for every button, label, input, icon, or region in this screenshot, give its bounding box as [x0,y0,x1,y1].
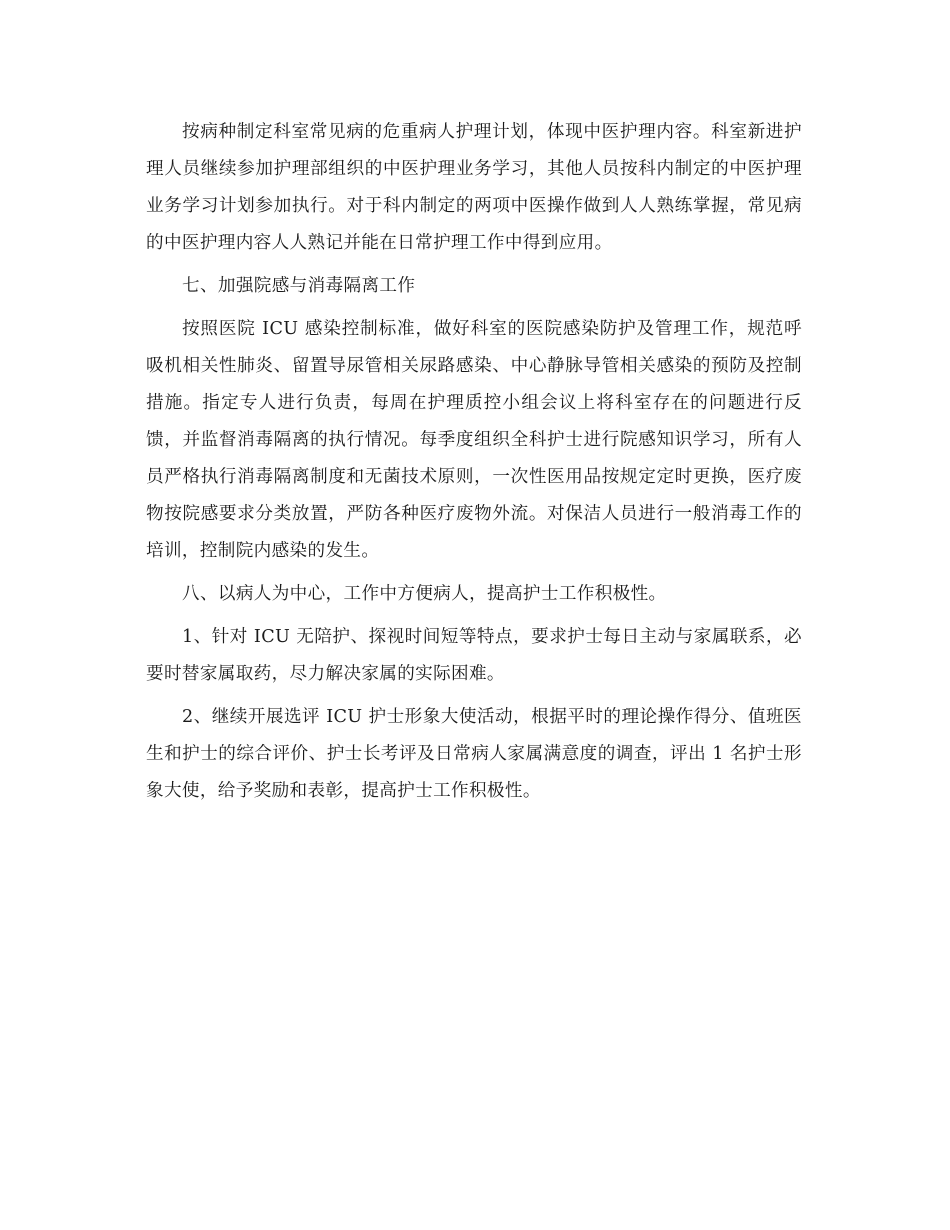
document-page [146,114,802,816]
paragraph-infection-control: 按照医院 ICU 感染控制标准，做好科室的医院感染防护及管理工作，规范呼吸机相关性肺炎、留置导尿管相关尿路感染、中心静脉导管相关感染的预防及控制措施。指定专人进行负责，每周在护理质控小组会议上将科室存在的问题进行反馈，并监督消毒隔离的执行情况。每季度组织全科护士进行院感知识学习，所有人员严格执行消毒隔离制度和无菌技术原则，一次性医用品按规定定时更换，医疗废物按院感要求分类放置，严防各种医疗废物外流。对保洁人员进行一般消毒工作的培训，控制院内感染的发生。 [146,319,802,561]
heading-section-eight: 八、以病人为中心，工作中方便病人，提高护士工作积极性。 [182,584,667,604]
paragraph-tcm-nursing-plan: 按病种制定科室常见病的危重病人护理计划，体现中医护理内容。科室新进护理人员继续参加护理部组织的中医护理业务学习，其他人员按科内制定的中医护理业务学习计划参加执行。对于科内制定的两项中医操作做到人人熟练掌握，常见病的中医护理内容人人熟记并能在日常护理工作中得到应用。 [146,122,802,253]
paragraph-item-2: 2、继续开展选评 ICU 护士形象大使活动，根据平时的理论操作得分、值班医生和护士的综合评价、护士长考评及日常病人家属满意度的调查，评出 1 名护士形象大使，给予奖励和表彰，提高护士工作积极性。 [146,707,802,801]
heading-section-seven: 七、加强院感与消毒隔离工作 [182,276,416,296]
paragraph-item-1: 1、针对 ICU 无陪护、探视时间短等特点，要求护士每日主动与家属联系，必要时替家属取药，尽力解决家属的实际困难。 [146,627,802,684]
